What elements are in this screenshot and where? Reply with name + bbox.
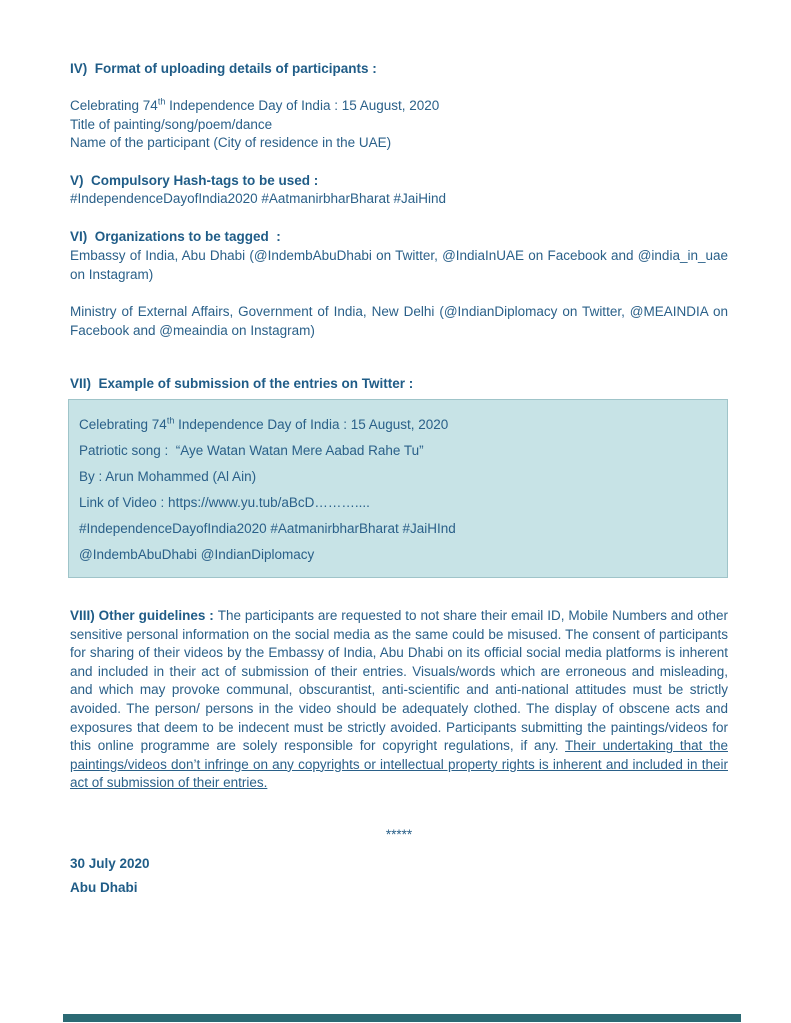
section-iv-heading: IV) Format of uploading details of participants : xyxy=(70,61,377,76)
section-vi-heading: VI) Organizations to be tagged : xyxy=(70,229,281,244)
example-video-link-line: Link of Video : https://www.yu.tub/aBcD……….... xyxy=(79,495,370,510)
ordinal-suffix: th xyxy=(157,96,166,107)
celebrating-line xyxy=(70,97,728,116)
footer-bar xyxy=(63,1014,741,1022)
name-format-line: Name of the participant (City of residence in the UAE) xyxy=(70,135,392,150)
example-hashtags-line: #IndependenceDayofIndia2020 #AatmanirbharBharat #JaiHInd xyxy=(79,521,456,536)
other-guidelines-paragraph xyxy=(70,607,728,793)
other-guidelines-underlined-clause: Their undertaking that the paintings/videos don’t infringe on any copyrights or intellectual property rights is inherent and included in their act of submission of their entries. xyxy=(70,738,728,791)
document-place: Abu Dhabi xyxy=(70,880,138,895)
document-date: 30 July 2020 xyxy=(70,856,150,871)
section-iv-body xyxy=(70,97,728,153)
asterisk-separator: ***** xyxy=(385,827,413,842)
mea-tag-paragraph: Ministry of External Affairs, Government of India, New Delhi (@IndianDiplomacy on Twitter, @MEAINDIA on Facebook and @meaindia on Instagram) xyxy=(70,304,728,338)
example-celebrating-line xyxy=(79,412,717,438)
embassy-tag-paragraph: Embassy of India, Abu Dhabi (@IndembAbuDhabi on Twitter, @IndiaInUAE on Facebook and @india_in_uae on Instagram) xyxy=(70,248,728,282)
celebrating-line-pre: Celebrating 74 xyxy=(70,98,158,113)
other-guidelines-body: The participants are requested to not share their email ID, Mobile Numbers and other sensitive personal information on the social media as the same could be misused. The consent of participants for sharing of their videos by the Embassy of India, Abu Dhabi on its official social media platforms is inherent and included in their act of submission of their entries. Visuals/words which are erroneous and misleading, and which may provoke communal, obscurantist, anti-scientific and anti-national attitudes must be strictly avoided. The person/ persons in the video should be adequately clothed. The display of obscene acts and exposures that deem to be indecent must be strictly avoided. Participants submitting the paintings/videos for this online programme are solely responsible for copyright regulations, if any. xyxy=(70,608,728,754)
example-ordinal-suffix: th xyxy=(166,415,175,426)
section-vii-heading: VII) Example of submission of the entries on Twitter : xyxy=(70,376,414,391)
example-song-line: Patriotic song : “Aye Watan Watan Mere Aabad Rahe Tu” xyxy=(79,443,424,458)
example-author-line: By : Arun Mohammed (Al Ain) xyxy=(79,469,257,484)
example-mentions-line: @IndembAbuDhabi @IndianDiplomacy xyxy=(79,547,315,562)
example-celebrating-pre: Celebrating 74 xyxy=(79,417,167,432)
title-format-line: Title of painting/song/poem/dance xyxy=(70,116,273,132)
celebrating-line-post: Independence Day of India : 15 August, 2020 xyxy=(165,98,440,113)
section-v-heading: V) Compulsory Hash-tags to be used : xyxy=(70,173,319,188)
hashtags-line: #IndependenceDayofIndia2020 #AatmanirbharBharat #JaiHind xyxy=(70,191,447,206)
twitter-example-box xyxy=(68,399,728,578)
section-viii-heading: VIII) Other guidelines : xyxy=(70,608,218,623)
example-celebrating-post: Independence Day of India : 15 August, 2020 xyxy=(174,417,449,432)
